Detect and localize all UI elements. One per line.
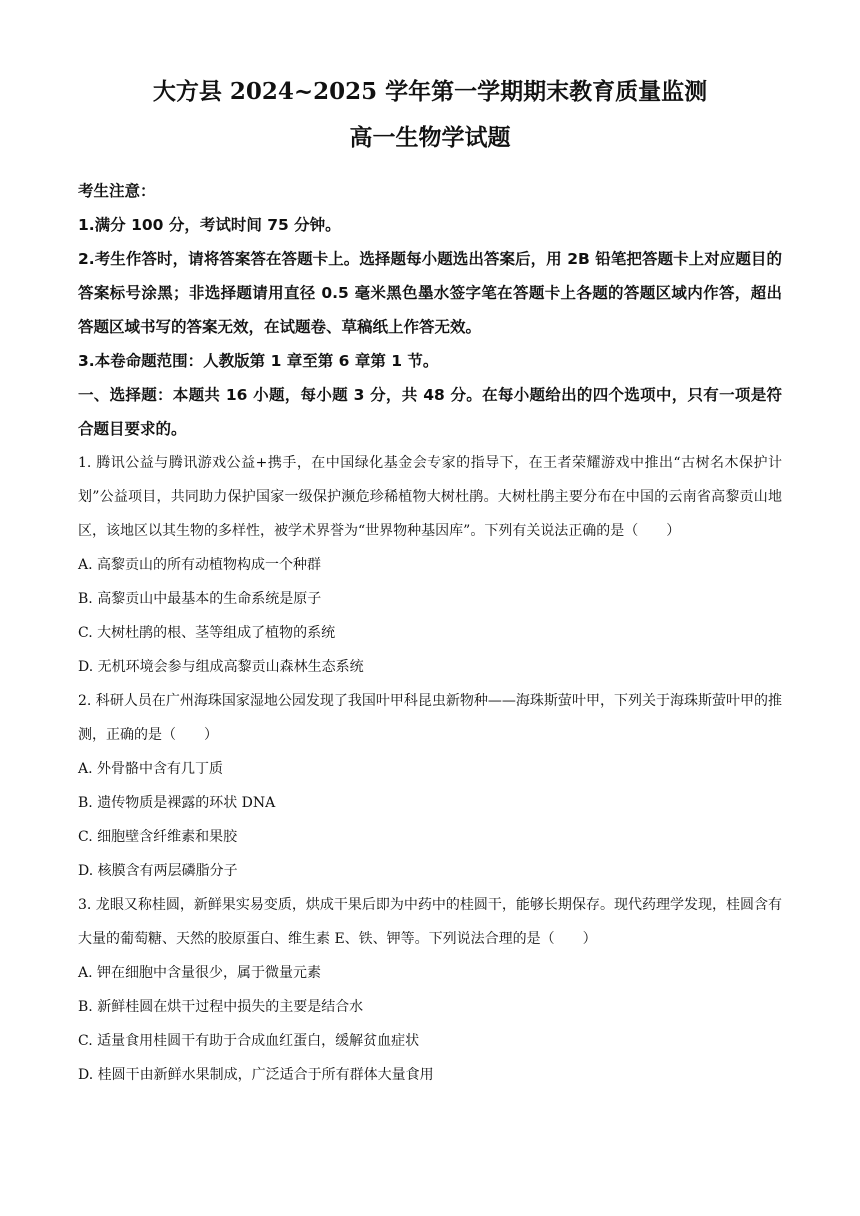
exam-subtitle: 高一生物学试题	[349, 124, 511, 151]
question-stem: 1. 腾讯公益与腾讯游戏公益+携手，在中国绿化基金会专家的指导下，在王者荣耀游戏中推出“古树名木保护计划”公益项目，共同助力保护国家一级保护濒危珍稀植物大树杜鹃。大树杜鹃主要分布在中国的云南省高黎贡山地区，该地区以其生物的多样性，被学术界誉为“世界物种基因库”。下列有关说法正确的是（ ）	[78, 455, 782, 539]
notice-block	[78, 174, 782, 378]
option-d: D. 桂圆干由新鲜水果制成，广泛适合于所有群体大量食用	[78, 1067, 434, 1083]
notice-item: 2.考生作答时，请将答案答在答题卡上。选择题每小题选出答案后，用 2B 铅笔把答题卡上对应题目的答案标号涂黑；非选择题请用直径 0.5 毫米黑色墨水签字笔在答题卡上各题的答题区域内作答，超出答题区域书写的答案无效，在试题卷、草稿纸上作答无效。	[78, 250, 782, 336]
question	[78, 684, 782, 888]
option-b: B. 高黎贡山中最基本的生命系统是原子	[78, 591, 322, 607]
option-d: D. 无机环境会参与组成高黎贡山森林生态系统	[78, 659, 364, 675]
question	[78, 888, 782, 1092]
option-b: B. 新鲜桂圆在烘干过程中损失的主要是结合水	[78, 999, 364, 1015]
option-c: C. 细胞壁含纤维素和果胶	[78, 829, 238, 845]
option-a: A. 外骨骼中含有几丁质	[78, 761, 224, 777]
option-c: C. 适量食用桂圆干有助于合成血红蛋白，缓解贫血症状	[78, 1033, 420, 1049]
notice-heading: 考生注意：	[78, 182, 156, 200]
option-a: A. 高黎贡山的所有动植物构成一个种群	[78, 557, 322, 573]
question-stem: 2. 科研人员在广州海珠国家湿地公园发现了我国叶甲科昆虫新物种——海珠斯萤叶甲，下列关于海珠斯萤叶甲的推测，正确的是（ ）	[78, 693, 782, 743]
option-d: D. 核膜含有两层磷脂分子	[78, 863, 238, 879]
exam-title: 大方县 2024~2025 学年第一学期期末教育质量监测	[152, 78, 708, 105]
notice-item: 3.本卷命题范围：人教版第 1 章至第 6 章第 1 节。	[78, 352, 439, 370]
option-a: A. 钾在细胞中含量很少，属于微量元素	[78, 965, 322, 981]
question	[78, 446, 782, 684]
option-c: C. 大树杜鹃的根、茎等组成了植物的系统	[78, 625, 336, 641]
notice-item: 1.满分 100 分，考试时间 75 分钟。	[78, 216, 341, 234]
question-stem: 3. 龙眼又称桂圆，新鲜果实易变质，烘成干果后即为中药中的桂圆干，能够长期保存。现代药理学发现，桂圆含有大量的葡萄糖、天然的胶原蛋白、维生素 E、铁、钾等。下列说法合理的是（ ）	[78, 897, 782, 947]
option-b: B. 遗传物质是裸露的环状 DNA	[78, 795, 276, 811]
section-heading: 一、选择题：本题共 16 小题，每小题 3 分，共 48 分。在每小题给出的四个选项中，只有一项是符合题目要求的。	[78, 386, 782, 438]
